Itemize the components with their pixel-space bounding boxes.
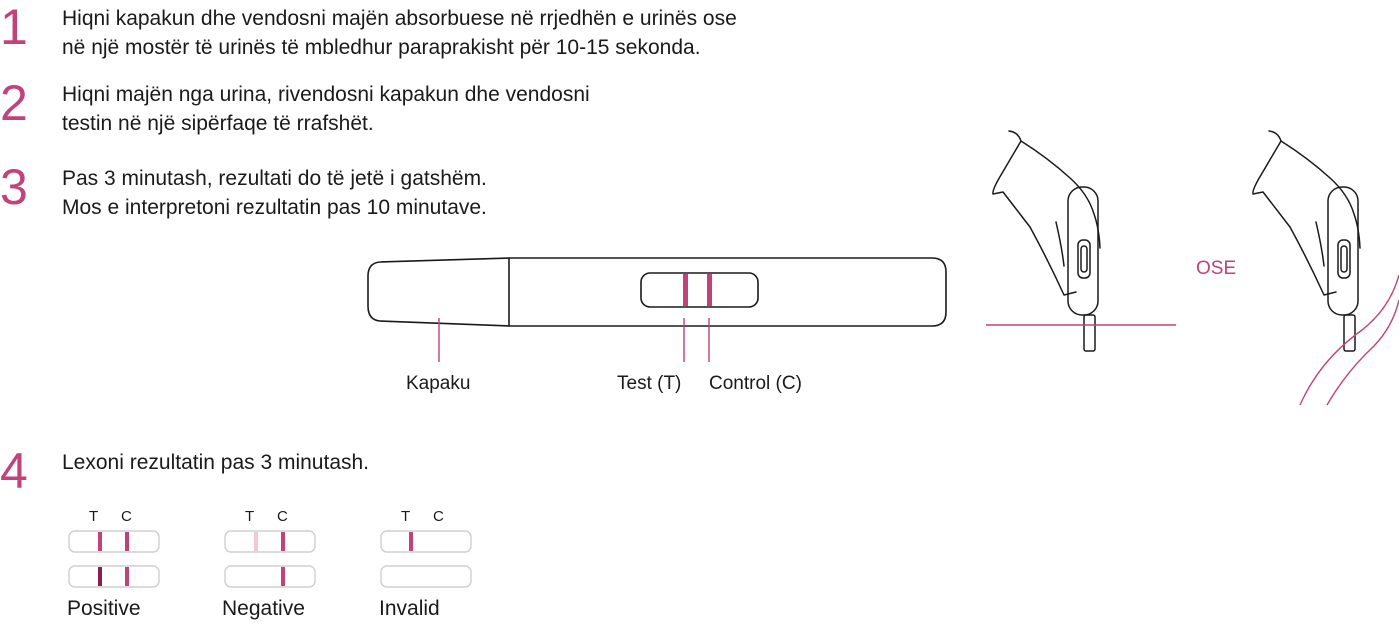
negative-top-c-line [281, 532, 285, 551]
step-line: Mos e interpretoni rezultatin pas 10 minutave. [62, 196, 487, 219]
step-line: në një mostër të urinës të mbledhur paraprakisht për 10-15 sekonda. [62, 36, 701, 59]
positive-strip-bottom [69, 566, 159, 587]
positive-bottom-t-line [98, 567, 102, 586]
stick-window-inner [1081, 246, 1087, 272]
hand-stream-illustration [993, 131, 1100, 351]
control-line [707, 274, 712, 306]
negative-t-header: T [245, 508, 255, 525]
positive-label: Positive [67, 597, 141, 620]
test-label: Test (T) [617, 373, 682, 394]
negative-top-t-line [254, 532, 258, 551]
positive-top-c-line [125, 532, 129, 551]
negative-bottom-c-line [281, 567, 285, 586]
finger [1056, 222, 1064, 266]
invalid-label: Invalid [379, 597, 440, 620]
step-line: Lexoni rezultatin pas 3 minutash. [62, 451, 370, 474]
result-window [641, 273, 758, 307]
test-stick [1068, 187, 1098, 315]
test-device [368, 258, 946, 326]
or-label: OSE [1196, 258, 1237, 279]
step-number: 3 [0, 159, 28, 215]
step-line: Hiqni majën nga urina, rivendosni kapakun dhe vendosni [62, 83, 590, 106]
step-number: 2 [0, 75, 28, 131]
step-line: testin në një sipërfaqe të rrafshët. [62, 112, 374, 135]
urine-sample-curve [1327, 300, 1399, 405]
invalid-c-header: C [433, 508, 444, 525]
positive-top-t-line [98, 532, 102, 551]
step-number: 4 [0, 443, 28, 499]
urine-sample-curve [1300, 275, 1399, 405]
finger [1316, 222, 1324, 266]
negative-c-header: C [277, 508, 288, 525]
step-number: 1 [0, 0, 28, 55]
negative-strip-top [225, 531, 315, 552]
positive-strip-top [69, 531, 159, 552]
invalid-t-header: T [401, 508, 411, 525]
step-line: Pas 3 minutash, rezultati do të jetë i gatshëm. [62, 167, 487, 190]
hand-cup-illustration [1253, 131, 1360, 351]
control-label: Control (C) [709, 373, 802, 394]
positive-c-header: C [121, 508, 132, 525]
stick-tip [1344, 315, 1355, 351]
device-body [368, 258, 946, 326]
step-line: Hiqni kapakun dhe vendosni majën absorbuese në rrjedhën e urinës ose [62, 7, 737, 30]
invalid-strip-bottom [381, 566, 471, 587]
cap-label: Kapaku [406, 373, 471, 394]
test-stick [1328, 187, 1358, 315]
stick-tip [1084, 315, 1095, 351]
stick-window-inner [1341, 246, 1347, 272]
invalid-strip-top [381, 531, 471, 552]
positive-t-header: T [89, 508, 99, 525]
test-line [683, 274, 688, 306]
hand-outline [993, 131, 1076, 295]
hand-outline [1253, 131, 1336, 295]
invalid-top-t-line [409, 532, 413, 551]
positive-bottom-c-line [125, 567, 129, 586]
negative-strip-bottom [225, 566, 315, 587]
negative-label: Negative [222, 597, 305, 620]
